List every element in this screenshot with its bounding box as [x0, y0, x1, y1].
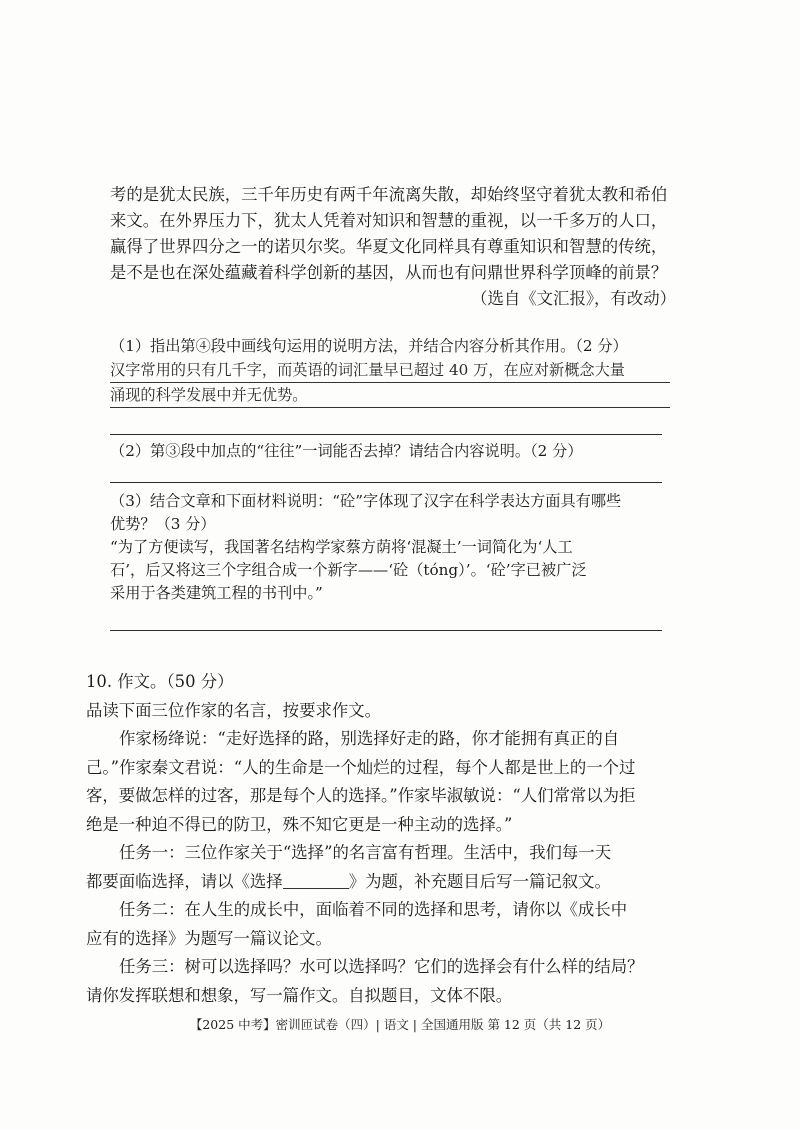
question-3	[110, 490, 670, 605]
essay-instruction: 品读下面三位作家的名言，按要求作文。	[86, 700, 382, 720]
answer-rule[interactable]	[110, 434, 662, 435]
question-3-prompt-line: （3）结合文章和下面材料说明：“砼”字体现了汉字在科学表达方面具有哪些	[110, 492, 622, 510]
passage-line: 来文。在外界压力下，犹太人凭着对知识和智慧的重视，以一千多万的人口，	[110, 211, 668, 230]
passage-line: 考的是犹太民族，三千年历史有两千年流离失散，却始终坚守着犹太教和希伯	[110, 185, 668, 204]
answer-line[interactable]: 汉字常用的只有几千字，而英语的词汇量早已超过 40 万，在应对新概念大量	[110, 358, 670, 383]
task-1-text: 都要面临选择，请以《选择	[86, 871, 283, 891]
quote-line: 绝是一种迫不得已的防卫，殊不知它更是一种主动的选择。”	[86, 814, 513, 834]
answer-rule[interactable]	[110, 630, 662, 631]
question-1	[110, 335, 670, 408]
task-1-line	[86, 868, 686, 897]
title-blank[interactable]	[283, 873, 349, 889]
passage-line: 是不是也在深处蕴藏着科学创新的基因，从而也有问鼎世界科学顶峰的前景？	[110, 263, 668, 282]
task-1-line: 任务一：三位作家关于“选择”的名言富有哲理。生活中，我们每一天	[119, 843, 612, 862]
passage-line: 赢得了世界四分之一的诺贝尔奖。华夏文化同样具有尊重知识和智慧的传统，	[110, 237, 668, 256]
page-footer: 【2025 中考】密训匝试卷（四）| 语文 | 全国通用版 第 12 页（共 12 页）	[189, 1017, 611, 1032]
material-line: “为了方便读写，我国著名结构学家蔡方荫将‘混凝土’一词简化为‘人工	[110, 538, 573, 556]
material-line: 采用于各类建筑工程的书刊中。”	[110, 584, 323, 602]
essay-title: 10. 作文。（50 分）	[86, 672, 234, 691]
quote-line: 作家杨绛说：“走好选择的路，别选择好走的路，你才能拥有真正的自	[119, 729, 620, 748]
task-1-text: 》为题，补充题目后写一篇记叙文。	[348, 871, 611, 891]
task-3-line: 任务三：树可以选择吗？水可以选择吗？它们的选择会有什么样的结局？	[119, 957, 644, 976]
essay-section	[86, 668, 686, 1010]
question-2-prompt: （2）第③段中加点的“往往”一词能否去掉？请结合内容说明。（2 分）	[110, 442, 583, 460]
quote-line: 客，要做怎样的过客，那是每个人的选择。”作家毕淑敏说：“人们常常以为拒	[86, 786, 636, 805]
answer-line[interactable]: 涌现的科学发展中并无优势。	[110, 383, 670, 408]
reading-passage	[110, 182, 682, 312]
question-2	[110, 440, 670, 463]
question-3-prompt-line: 优势？（3 分）	[110, 515, 216, 533]
answer-rule[interactable]	[110, 482, 662, 483]
task-3-line: 请你发挥联想和想象，写一篇作文。自拟题目，文体不限。	[86, 985, 513, 1005]
material-line: 石’，后又将这三个字组合成一个新字——‘砼（tóng）’。‘砼’字已被广泛	[110, 561, 587, 579]
task-2-line: 任务二：在人生的成长中，面临着不同的选择和思考，请你以《成长中	[119, 900, 628, 919]
task-2-line: 应有的选择》为题写一篇议论文。	[86, 928, 332, 948]
question-1-prompt: （1）指出第④段中画线句运用的说明方法，并结合内容分析其作用。（2 分）	[110, 337, 628, 355]
passage-source: （选自《文汇报》，有改动）	[471, 289, 676, 308]
quote-line: 己。”作家秦文君说：“人的生命是一个灿烂的过程，每个人都是世上的一个过	[86, 757, 636, 777]
